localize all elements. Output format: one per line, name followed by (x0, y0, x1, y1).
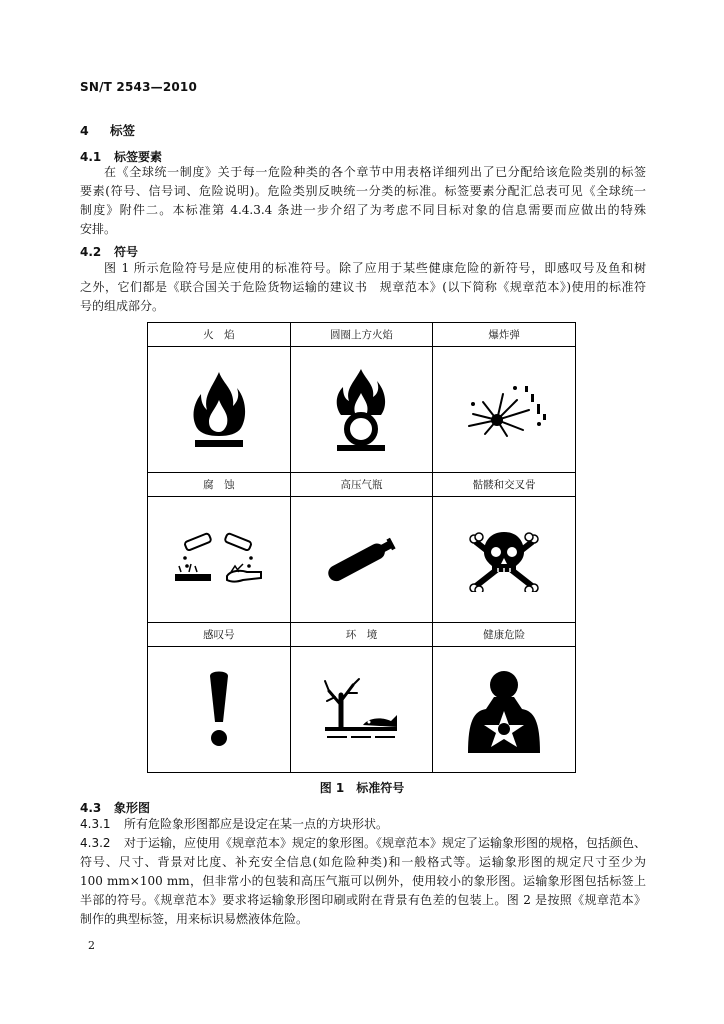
section-4-heading (80, 121, 135, 139)
paragraph-line: 制度》附件二。本标准第 4.4.3.4 条进一步介绍了为考虑不同目标对象的信息需要而应做出的特殊 (80, 203, 646, 217)
paragraph-line: 制作的典型标签，用来标识易燃液体危险。 (80, 912, 309, 926)
skull-crossbones-icon (468, 528, 540, 592)
symbol-label: 腐 蚀 (148, 473, 291, 497)
section-number: 4.3 (80, 801, 102, 815)
standard-symbols-figure (147, 322, 576, 773)
environment-icon (321, 675, 401, 745)
exclamation-mark-icon (204, 670, 234, 750)
paragraph-line (80, 834, 646, 853)
page-number: 2 (88, 939, 95, 952)
paragraph-line: 要素(符号、信号词、危险说明)。危险类别反映统一分类的标准。标签要素分配汇总表可见《全球统一 (80, 184, 646, 198)
corrosion-icon (171, 532, 267, 588)
section-4-2-heading (80, 243, 138, 260)
clause-number: 4.3.2 (80, 836, 111, 850)
symbol-label: 健康危险 (433, 623, 576, 647)
section-4-2-paragraph (80, 259, 646, 316)
paragraph-line: 图 1 所示危险符号是应使用的标准符号。除了应用于某些健康危险的新符号，即感叹号及鱼和树 (104, 261, 646, 275)
symbol-label: 圆圈上方火焰 (290, 323, 433, 347)
paragraph-line: 100 mm×100 mm，但非常小的包装和高压气瓶可以例外，使用较小的象形图。运输象形图包括标签上 (80, 874, 646, 888)
document-id: SN/T 2543—2010 (80, 80, 198, 94)
paragraph-line: 安排。 (80, 222, 117, 236)
section-number: 4.1 (80, 150, 102, 164)
symbol-label: 爆炸弹 (433, 323, 576, 347)
symbol-label: 火 焰 (148, 323, 291, 347)
section-title: 象形图 (114, 801, 151, 815)
section-4-1-paragraph (80, 163, 646, 239)
section-4-3-heading (80, 799, 150, 816)
symbol-label: 感叹号 (148, 623, 291, 647)
exploding-bomb-icon (459, 380, 549, 440)
paragraph-line: 半部的符号。《规章范本》要求将运输象形图印刷或附在背景有色差的包装上。图 2 是按照《规章范本》 (80, 893, 646, 907)
section-4-3-1 (80, 815, 388, 832)
symbol-label: 骷髅和交叉骨 (433, 473, 576, 497)
symbol-label: 高压气瓶 (290, 473, 433, 497)
paragraph-line: 之外，它们都是《联合国关于危险货物运输的建议书 规章范本》(以下简称《规章范本》)使用的标准符 (80, 280, 646, 294)
section-title: 标签 (110, 123, 136, 138)
paragraph-line: 符号、尺寸、背景对比度、补充安全信息(如危险种类)和一般格式等。运输象形图的规定尺寸至少为 (80, 855, 646, 869)
section-number: 4.2 (80, 245, 102, 259)
paragraph-line: 号的组成部分。 (80, 299, 165, 313)
figure-caption: 图 1 标准符号 (319, 781, 405, 795)
flame-over-circle-icon (331, 367, 391, 453)
clause-number: 4.3.1 (80, 817, 111, 831)
health-hazard-icon (464, 665, 544, 755)
section-title: 符号 (114, 245, 139, 259)
section-title: 标签要素 (114, 150, 163, 164)
paragraph-line: 在《全球统一制度》关于每一危险种类的各个章节中用表格详细列出了已分配给该危险类别的标签 (104, 165, 646, 179)
flame-icon (189, 370, 249, 450)
clause-text: 对于运输，应使用《规章范本》规定的象形图。《规章范本》规定了运输象形图的规格，包括颜色、 (124, 836, 646, 850)
clause-text: 所有危险象形图都应是设定在某一点的方块形状。 (124, 817, 389, 831)
gas-cylinder-icon (313, 535, 409, 585)
section-4-3-2-paragraph (80, 834, 646, 929)
section-number: 4 (80, 123, 89, 138)
symbol-label: 环 境 (290, 623, 433, 647)
